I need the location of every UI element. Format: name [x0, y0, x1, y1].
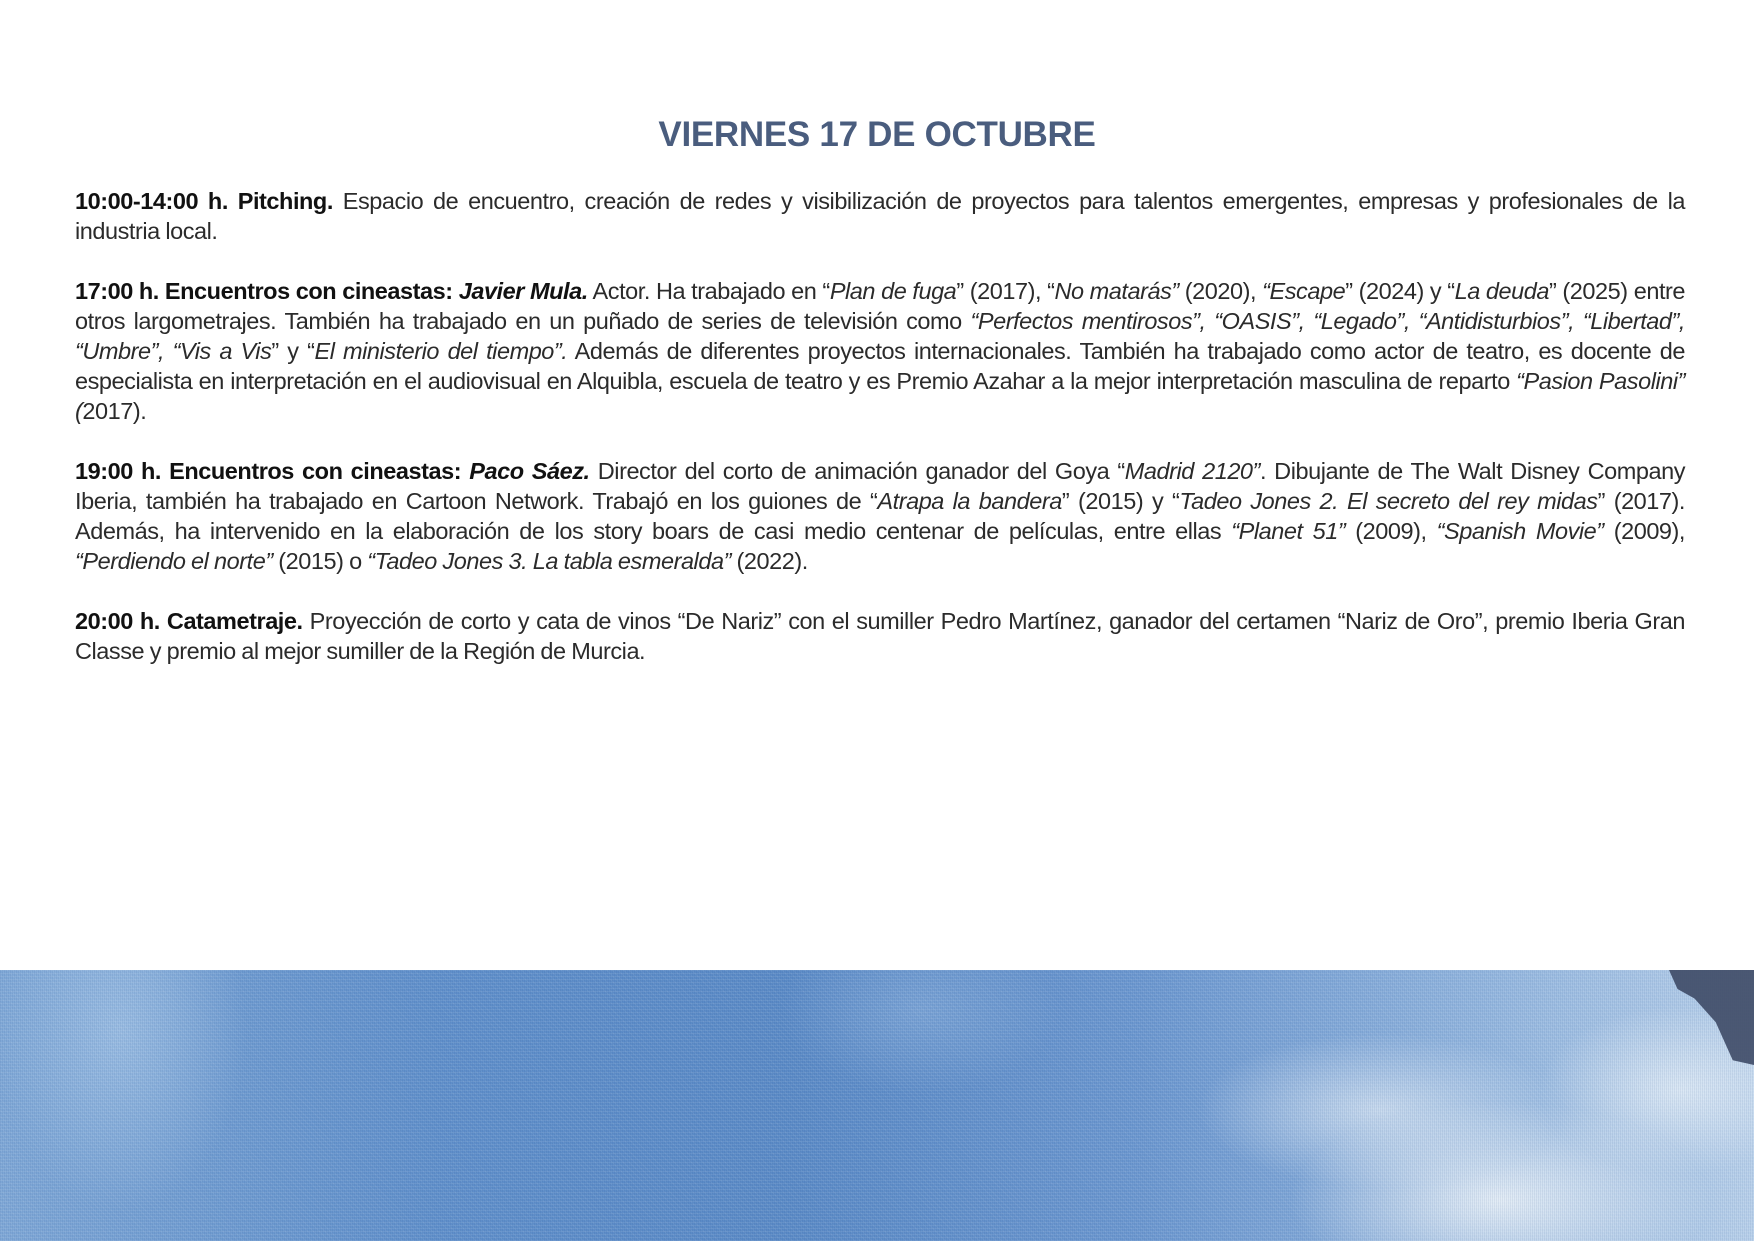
entry-description: Proyección de corto y cata de vinos “De Nariz” con el sumiller Pedro Martínez, ganador del certamen “Nariz de Oro”, premio Iberia Gran Classe y premio al mejor sumiller de la Región de Murcia.: [75, 608, 1685, 664]
entry-text: ” (2017), “: [956, 278, 1055, 304]
schedule-entry-javier-mula: [75, 276, 1685, 426]
film-title: La deuda: [1454, 278, 1550, 304]
entry-text: ” (2017). Además, ha intervenido en la elaboración de los story boars de casi medio centenar de películas, entre ellas: [75, 488, 1685, 544]
entry-text: Además de diferentes proyectos internacionales. También ha trabajado como actor de teatro, es docente de especialista en interpretación en el audiovisual en Alquibla, escuela de teatro y es Premio Azahar a la mejor interpretación masculina de reparto: [75, 338, 1685, 394]
film-title: Tadeo Jones 2. El secreto del rey midas: [1179, 488, 1598, 514]
film-title: “Escape: [1262, 278, 1346, 304]
entry-text: Director del corto de animación ganador del Goya “: [589, 458, 1125, 484]
entry-text: ” y “: [271, 338, 315, 364]
schedule-entry-paco-saez: [75, 456, 1685, 576]
film-title: Madrid 2120”: [1124, 458, 1260, 484]
entry-time-heading: 10:00-14:00 h. Pitching.: [75, 188, 333, 214]
schedule-content: [75, 186, 1685, 696]
entry-text: ” (2025) entre otros largometrajes. También ha trabajado en un puñado de series de televisión como: [75, 278, 1686, 334]
entry-text: 2017).: [82, 398, 147, 424]
film-title: No matarás”: [1054, 278, 1179, 304]
film-title: “Perdiendo el norte”: [75, 548, 273, 574]
entry-text: (2009),: [1603, 518, 1686, 544]
film-title: “Spanish Movie”: [1436, 518, 1604, 544]
page-title: VIERNES 17 DE OCTUBRE: [658, 115, 1096, 154]
entry-text: (2015) o: [272, 548, 368, 574]
entry-heading-text: 19:00 h. Encuentros con cineastas:: [75, 458, 470, 484]
entry-time-heading: [75, 278, 588, 304]
play-title: “Pasion Pasolini” (: [75, 368, 1685, 424]
entry-text: (2009),: [1345, 518, 1437, 544]
film-title: “Planet 51”: [1231, 518, 1346, 544]
entry-heading-text: 17:00 h. Encuentros con cineastas:: [75, 278, 459, 304]
decorative-sky-image-band: [0, 970, 1754, 1241]
series-titles: “Perfectos mentirosos”, “OASIS”, “Legado”, “Antidisturbios”, “Libertad”, “Umbre”, “Vis a Vis: [75, 308, 1685, 364]
schedule-entry-pitching: [75, 186, 1685, 246]
film-title: Atrapa la bandera: [877, 488, 1062, 514]
entry-text: ” (2015) y “: [1061, 488, 1180, 514]
film-title: Plan de fuga: [829, 278, 957, 304]
film-title: “Tadeo Jones 3. La tabla esmeralda”: [367, 548, 731, 574]
schedule-entry-catametraje: [75, 606, 1685, 666]
entry-time-heading: [75, 458, 590, 484]
entry-text: Actor. Ha trabajado en “: [587, 278, 830, 304]
series-title: El ministerio del tiempo”.: [314, 338, 568, 364]
entry-guest-name: Javier Mula.: [458, 278, 588, 304]
entry-text: . Dibujante de The Walt Disney Company Iberia, también ha trabajado en Cartoon Network. Trabajó en los guiones de “: [75, 458, 1685, 514]
entry-text: ” (2024) y “: [1345, 278, 1455, 304]
entry-description: Espacio de encuentro, creación de redes y visibilización de proyectos para talentos emergentes, empresas y profesionales de la industria local.: [75, 188, 1685, 244]
entry-time-heading: 20:00 h. Catametraje.: [75, 608, 303, 634]
entry-text: (2020),: [1178, 278, 1263, 304]
grain-texture: [0, 970, 1754, 1241]
entry-guest-name: Paco Sáez.: [469, 458, 590, 484]
entry-text: (2022).: [730, 548, 808, 574]
